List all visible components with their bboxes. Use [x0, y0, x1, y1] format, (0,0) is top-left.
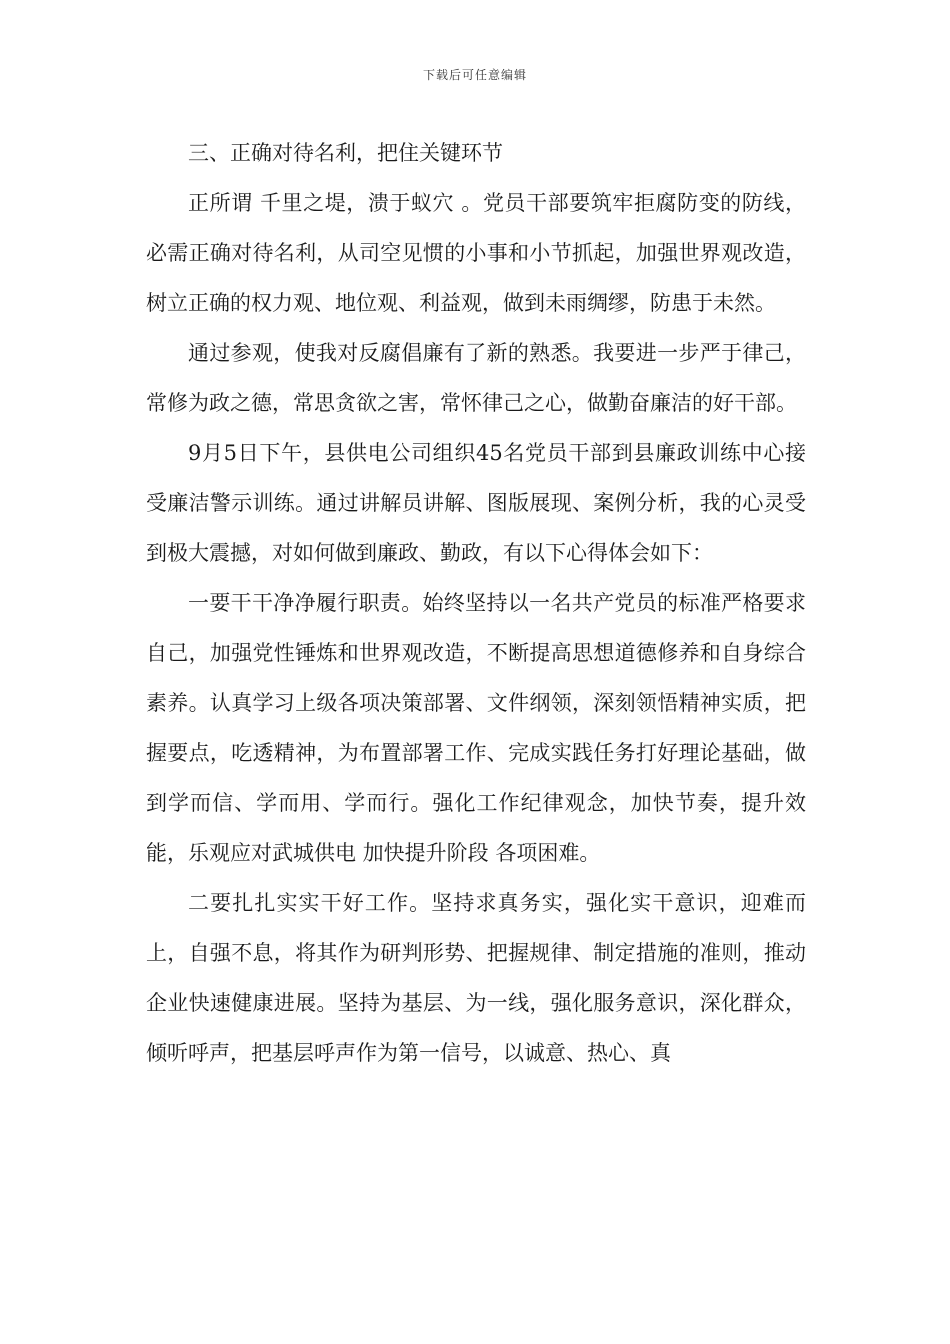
paragraph: 一要干干净净履行职责。始终坚持以一名共产党员的标准严格要求自己，加强党性锤炼和世界观改造，不断提高思想道德修养和自身综合素养。认真学习上级各项决策部署、文件纲领，深刻领悟精神实质，把握要点，吃透精神，为布置部署工作、完成实践任务打好理论基础，做到学而信、学而用、学而行。强化工作纪律观念，加快节奏，提升效能，乐观应对武城供电 加快提升阶段 各项困难。	[146, 591, 806, 865]
paragraph: 二要扎扎实实干好工作。坚持求真务实，强化实干意识，迎难而上，自强不息，将其作为研判形势、把握规律、制定措施的准则，推动企业快速健康进展。坚持为基层、为一线，强化服务意识，深化群众，倾听呼声，把基层呼声作为第一信号，以诚意、热心、真	[146, 891, 806, 1065]
header-note: 下载后可任意编辑	[422, 68, 527, 82]
paragraph: 正所谓 千里之堤，溃于蚁穴 。党员干部要筑牢拒腐防变的防线，必需正确对待名利，从司空见惯的小事和小节抓起，加强世界观改造，树立正确的权力观、地位观、利益观，做到未雨绸缪，防患于未然。	[146, 191, 806, 315]
paragraph: 9月5日下午，县供电公司组织45名党员干部到县廉政训练中心接受廉洁警示训练。通过讲解员讲解、图版展现、案例分析，我的心灵受到极大震撼，对如何做到廉政、勤政，有以下心得体会如下：	[146, 441, 806, 565]
document-body	[146, 128, 806, 1078]
section-heading: 三、正确对待名利，把住关键环节	[188, 141, 503, 165]
paragraph: 通过参观，使我对反腐倡廉有了新的熟悉。我要进一步严于律己，常修为政之德，常思贪欲之害，常怀律己之心，做勤奋廉洁的好干部。	[146, 341, 806, 415]
